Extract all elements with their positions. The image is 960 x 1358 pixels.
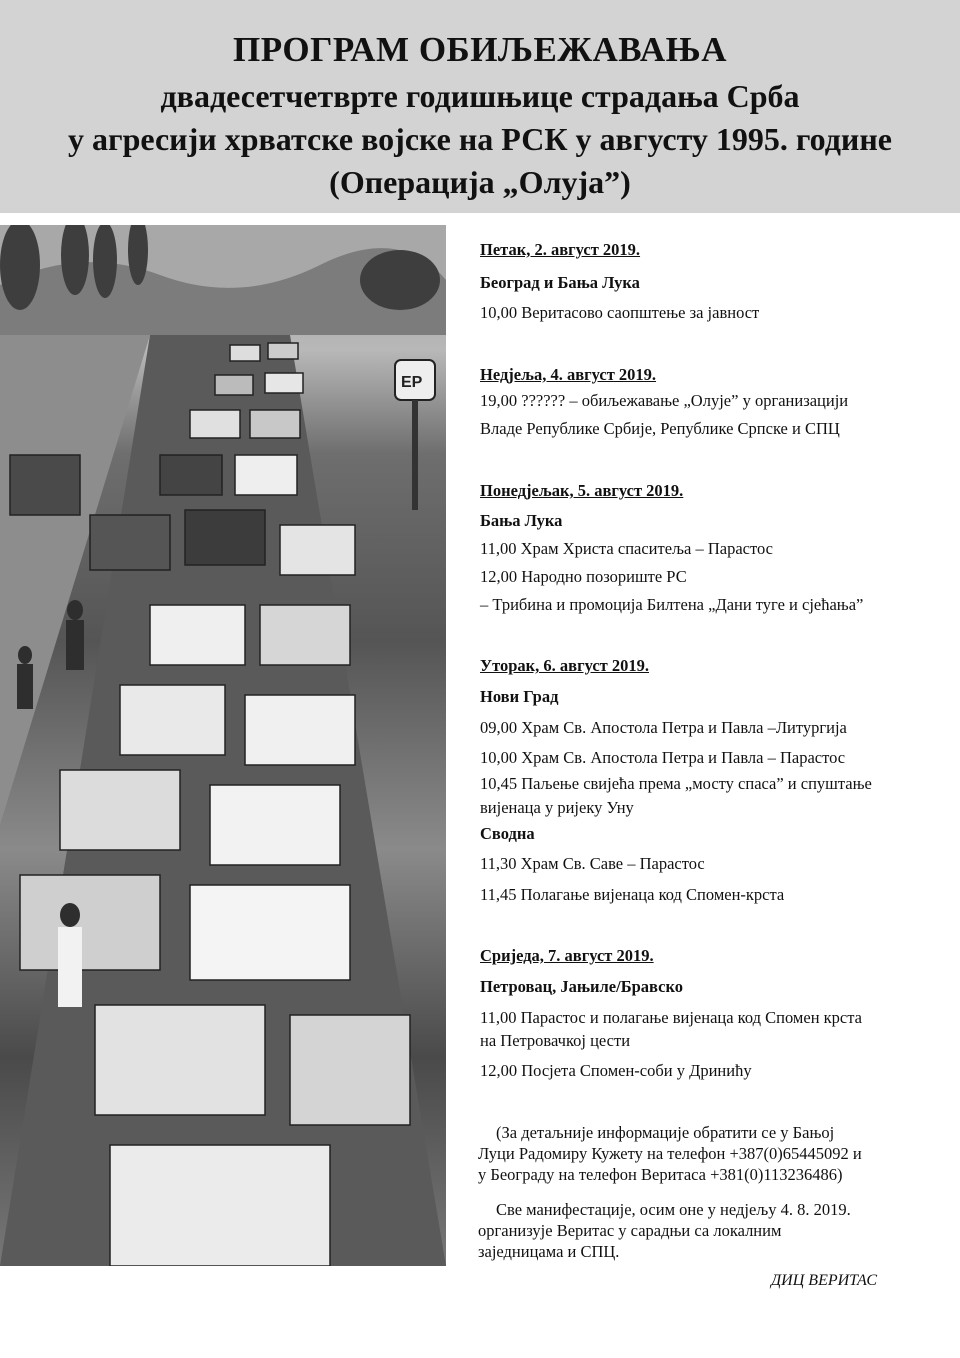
organizer-line: заједницама и СПЦ. [478, 1242, 620, 1261]
info-line: Луци Радомиру Кужету на телефон +387(0)65445092 и [478, 1144, 862, 1163]
event-item: Владе Републике Србије, Републике Српске и СПЦ [480, 419, 840, 438]
event-item: на Петровачкој цести [480, 1031, 631, 1050]
signature: ДИЦ ВЕРИТАС [771, 1272, 878, 1289]
day-date-heading: Уторак, 6. август 2019. [480, 656, 650, 675]
event-location: Београд и Бања Лука [480, 273, 640, 292]
event-item: 19,00 ?????? – обиљежавање „Олује” у организацији [480, 391, 849, 410]
day-date-heading: Петак, 2. август 2019. [480, 240, 641, 259]
header-banner [0, 0, 960, 213]
event-item: вијенаца у ријеку Уну [480, 798, 634, 817]
info-line: у Београду на телефон Веритаса +381(0)113236486) [478, 1165, 843, 1184]
event-item: 10,45 Паљење свијећа према „мосту спаса” и спуштање [480, 774, 872, 793]
event-location: Сводна [480, 824, 535, 843]
day-date-heading: Недјеља, 4. август 2019. [480, 365, 657, 384]
event-item: 11,45 Полагање вијенаца код Спомен-крста [480, 885, 785, 904]
event-item: 11,00 Храм Христа спаситеља – Парастос [480, 539, 773, 558]
ep-sign-text: EP [401, 374, 423, 391]
info-line: (За детаљније информације обратити се у Бањој [496, 1123, 835, 1142]
event-item: 11,00 Парастос и полагање вијенаца код Спомен крста [480, 1008, 862, 1027]
event-item: 10,00 Храм Св. Апостола Петра и Павла – Парастос [480, 748, 846, 767]
subtitle-line-2: у агресији хрватске војске на РСК у августу 1995. године [68, 121, 892, 157]
refugee-column-photo [0, 225, 446, 1266]
event-item: 11,30 Храм Св. Саве – Парастос [480, 854, 705, 873]
subtitle-line-1: двадесетчетврте годишњице страдања Срба [160, 78, 800, 114]
event-item: 12,00 Народно позориште РС [480, 567, 687, 586]
info-note [478, 1122, 948, 1185]
event-item: 10,00 Веритасово саопштење за јавност [480, 303, 760, 322]
event-location: Петровац, Јањиле/Бравско [480, 977, 684, 996]
event-item: – Трибина и промоција Билтена „Дани туге и сјећања” [480, 595, 864, 614]
event-location: Нови Град [480, 687, 559, 706]
day-date-heading: Сриједа, 7. август 2019. [480, 946, 654, 965]
organizer-line: Све манифестације, осим оне у недјељу 4. 8. 2019. [496, 1200, 851, 1219]
page-title: ПРОГРАМ ОБИЉЕЖАВАЊА [232, 30, 728, 69]
photo-illustration [0, 225, 446, 1266]
day-date-heading: Понедјељак, 5. август 2019. [480, 481, 684, 500]
event-item: 12,00 Посјета Спомен-соби у Дринићу [480, 1061, 752, 1080]
subtitle-line-3: (Операција „Олуја”) [329, 164, 631, 200]
organizer-line: организује Веритас у сарадњи са локалним [478, 1221, 782, 1240]
organizer-note [478, 1199, 948, 1262]
event-item: 09,00 Храм Св. Апостола Петра и Павла –Литургија [480, 718, 847, 737]
event-location: Бања Лука [480, 511, 563, 530]
